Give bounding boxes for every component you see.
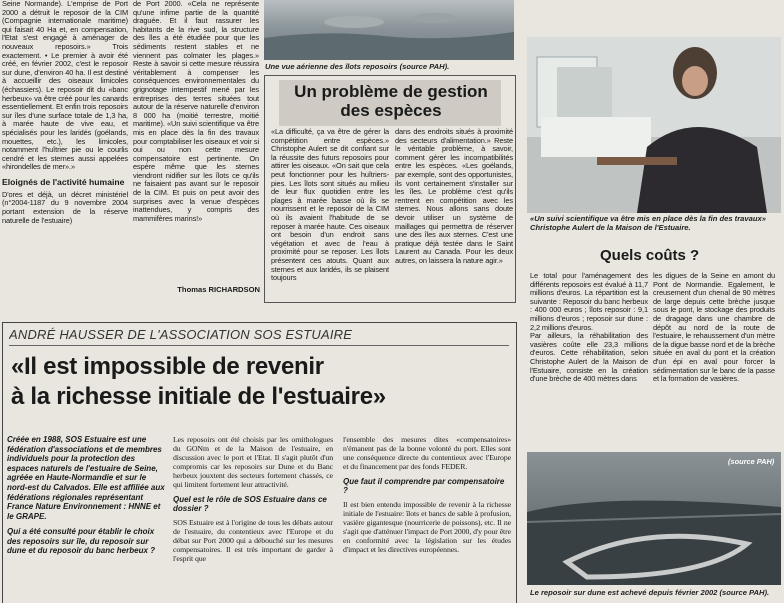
dune-photo (527, 452, 781, 585)
column-1-text-2: D'ores et déjà, un décret ministériel (n°2004-1187 du 9 novembre 2004 portant extension de la réserve naturelle de l'estuaire) (2, 189, 128, 225)
dune-photo-caption: Le reposoir sur dune est achevé depuis février 2002 (source PAH). (530, 588, 770, 597)
dune-photo-source: (source PAH) (728, 457, 775, 466)
species-box (264, 75, 516, 303)
article-column-1 (2, 0, 128, 318)
interview-col-2-text: Les reposoirs ont été choisis par les ornithologues du GONm et de la Maison de l'estuaire, en discussion avec le port et l'Etat. Il s'agit plutôt d'un compromis car les reposoirs sur Dune et du Banc herbeux jouxtent des secteurs fortement chassés, ce qui limitent fortement leur attractivité. (173, 435, 333, 489)
interview-intro: Créée en 1988, SOS Estuaire est une fédération d'associations et de membres individuels pour la protection des espaces naturels de l'estuaire de Seine, agréée en Haute-Normandie et sur le nord-est du Calvados. Elle est affiliée aux fédérations régionales représentant France Nature Environnement : HNNE et le GRAPE. (7, 435, 165, 521)
aerial-photo-top (264, 0, 514, 60)
question-1: Qui a été consulté pour établir le choix des reposoirs sur île, du reposoir sur dune et du reposoir du banc herbeux ? (7, 527, 156, 556)
interview-col-3-text: l'ensemble des mesures dites «compensatoires» n'émanent pas de la bonne volonté du port. Elles sont une conséquence directe du contentieux avec l'Europe et du financement par des fonds FEDER. (343, 435, 511, 471)
species-col-a: «La difficulté, ça va être de gérer la compétition entre espèces.» Christophe Aulert se dit confiant sur la réussite des futurs reposoirs pour attirer les oiseaux. «On sait que cela peut fonctionner pour les huîtriers-pies. Les îlots sont situés au milieu de leur flux quotidien entre les plages à marée basse où ils se nourrissent et le reposoir de la CIM où ils avaient l'habitude de se reposer à marée haute. Ces oiseaux ont besoin d'un endroit sans végétation et avec de l'eau à proximité pour se reposer. Les îlots présentent ces atouts. Quant aux sternes et aux laridés, ils se plaisent toujours (271, 128, 389, 283)
species-title: Un problème de gestion des espèces (294, 82, 488, 120)
column-2-text: de Port 2000. «Cela ne représente qu'une infime partie de la quantité draguée. Et il faut rassurer les habitants de la rive sud, la structure des îles a été étudiée pour que les sédiments restent stables et ne viennent pas colmater les plages.» Reste à savoir si cette mesure réussira véritablement à compenser les conséquences environnementales du grignotage intempestif mené par les entreprises des terres situées tout autour de la réserve naturelle d'environ 8 000 ha (moitié terrestre, moitié maritime). «Un suivi scientifique va être mis en place dès la fin des travaux pour comptabiliser les oiseaux et voir si oui ou non cette mesure compensatoire est pertinente. On espère même que les sternes viendront nidifier sur les îlots ce qu'ils ne faisaient pas avant sur le reposoir de la CIM. Et puis on peut avoir des surprises avec la venue d'espèces inattendues, y compris des mammifères marins!» (133, 0, 259, 223)
kicker-underline (9, 345, 509, 346)
interview-col-1 (7, 435, 167, 603)
couts-col-a: Le total pour l'aménagement des différents reposoirs est évalué à 11,7 millions d'euros. La répartition est la suivante : Reposoir du banc herbeux : 400 000 euros ; îlots reposoir : 9,1 millions d'euros ; reposoir sur dune : 2,2 millions d'euros. Par ailleurs, la réhabilitation des vasières coûte elle 23,3 millions d'euros. Cette réhabilitation, selon Christophe Aulert de la Maison de l'Estuaire, consiste en la création d'une brèche de 400 mètres dans (530, 272, 648, 384)
subhead-eloignes: Eloignés de l'activité humaine (2, 176, 125, 187)
interview-kicker: ANDRÉ HAUSSER DE L'ASSOCIATION SOS ESTUAIRE (9, 327, 353, 342)
interview-col-2 (173, 435, 333, 603)
scientist-photo-caption: «Un suivi scientifique va être mis en place dès la fin des travaux» Christophe Aulert de la Maison de l'Estuaire. (530, 214, 766, 232)
question-2: Quel est le rôle de SOS Estuaire dans ce dossier ? (173, 495, 327, 514)
interview-col-3-text-2: Il est bien entendu impossible de revenir à la richesse initiale de l'estuaire: îlots et bancs de sable à profusion, vasière gigantesque (nourricerie de poissons), etc. Il ne s'agit que d'atténuer l'impact de Port 2000, d'y pour être en conformité avec la législation sur les études d'impact et les directives européennes. (343, 499, 511, 554)
question-3: Que faut il comprendre par compensatoire ? (343, 477, 505, 496)
scientist-photo (527, 37, 781, 213)
aerial-photo-image (264, 0, 514, 60)
interview-col-3 (343, 435, 511, 603)
species-col-b: dans des endroits situés à proximité des secteurs d'alimentation.» Reste le véritable problème, à savoir, comment gérer les incompatibilités entre les espèces. «Les goélands, par exemple, sont des opportunistes, ils vont certainement s'installer sur les îles. Le problème c'est qu'ils rentrent en compétition avec les sternes. Nous allons sans doute devoir utiliser un système de maillages qui permettra de réserver une des îles aux sternes. C'est une pratique déjà testée dans le Saint Laurent au Canada. Pour les deux autres, on laissera la nature agir.» (395, 128, 513, 265)
couts-title: Quels coûts ? (600, 247, 700, 264)
author-byline: Thomas RICHARDSON (177, 285, 260, 294)
dune-photo-image (527, 452, 781, 585)
scientist-photo-image (527, 37, 781, 213)
column-1-text: Seine Normande). L'emprise de Port 2000 a détruit le reposoir de la CIM (Compagnie internationale maritime) qui faisait 40 Ha et, en compensation, l'Etat s'est engagé à aménager de nouveaux reposoirs.» Trois exactement. • Le premier à avoir été créé, en février 2002, c'est le reposoir sur dune, d'environ 40 ha. Il est destiné à accueillir des oiseaux limicoles (échassiers). Le reposoir dit du «banc herbeux» va être créé pour les canards essentiellement. Et enfin trois reposoirs sur îles d'une surface totale de 1,3 ha, à marée haute de vive eau, et spécialisés pour les laridés (goélands, mouettes, etc.), les limicoles, notamment l'huîtrier pie ou le courlis cendré et les sternes aussi appelées «hirondelles de mer».» (2, 0, 128, 172)
interview-col-2-text-2: SOS Estuaire est à l'origine de tous les débats autour de l'estuaire, du contentieux avec l'Europe et du débat sur Port 2000 qui a débouché sur les mesures compensatoires. Il est très important de garder à l'esprit que (173, 517, 333, 563)
interview-headline-2: à la richesse initiale de l'estuaire» (11, 383, 386, 410)
aerial-photo-caption: Une vue aérienne des îlots reposoirs (source PAH). (265, 62, 450, 71)
interview-box (2, 322, 517, 603)
couts-col-b: les digues de la Seine en amont du Pont de Normandie. Egalement, le creusement d'un chenal de 90 mètres de large depuis cette brèche jusque sous le pont, le stockage des produits de dragage dans une chambre de dépôt au nord de la route de l'estuaire, le rehaussement d'un mètre de la digue basse nord et de la brèche située en aval du pont et la création d'un épi en aval pour forcer la sédimentation sur le banc de la passe et la formation de vasières. (653, 272, 775, 384)
article-column-2 (133, 0, 259, 300)
interview-headline-1: «Il est impossible de revenir (11, 353, 324, 380)
